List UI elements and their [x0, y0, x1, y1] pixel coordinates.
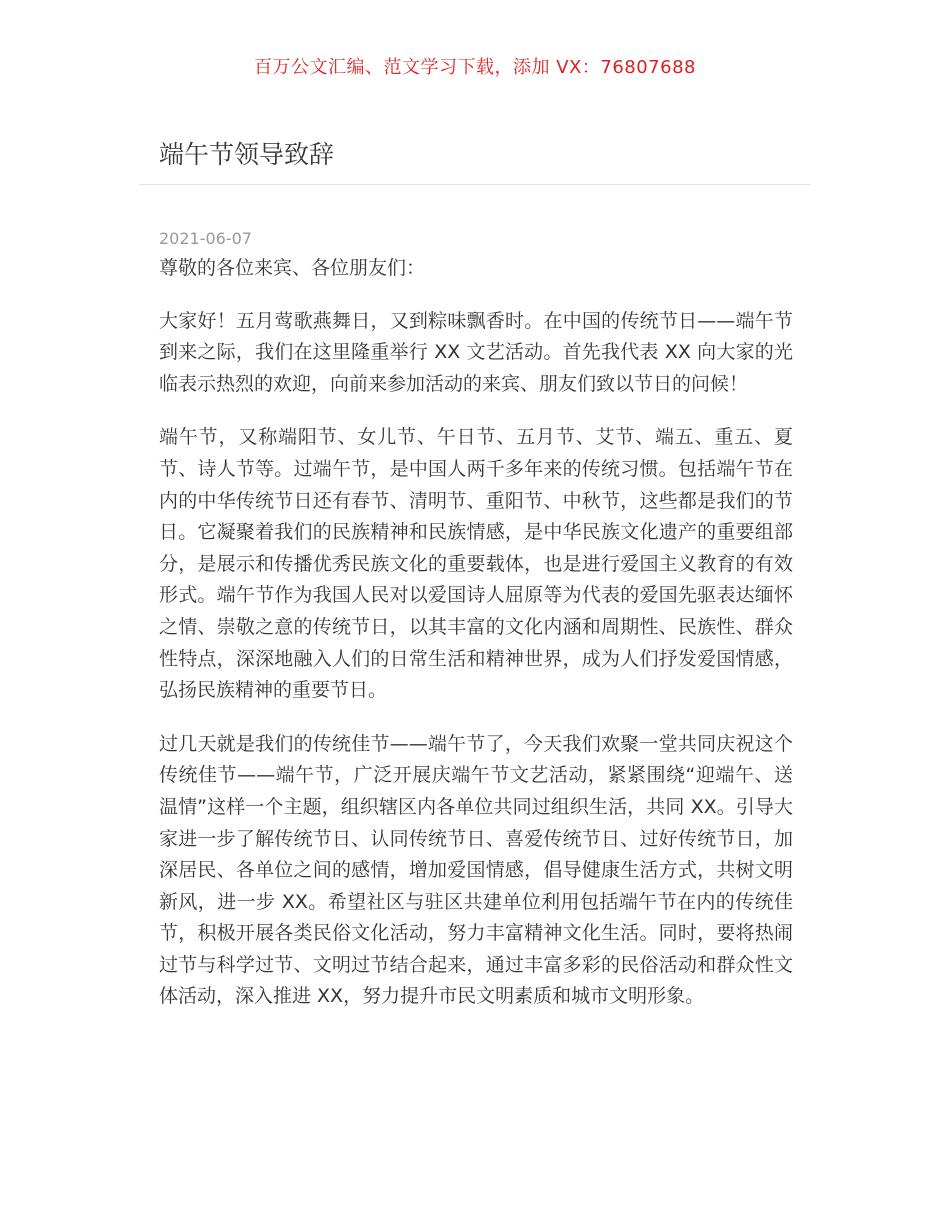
salutation: 尊敬的各位来宾、各位朋友们： — [159, 257, 426, 279]
publish-date: 2021-06-07 — [159, 229, 252, 248]
paragraph-3: 过几天就是我们的传统佳节——端午节了，今天我们欢聚一堂共同庆祝这个传统佳节——端午节，广泛开展庆端午节文艺活动，紧紧围绕“迎端午、送温情”这样一个主题，组织辖区内各单位共同过组织生活，共同 XX。引导大家进一步了解传统节日、认同传统节日、喜爱传统节日、过好传统节日，加深居民、各单位之间的感情，增加爱国情感，倡导健康生活方式，共树文明新风，进一步 XX。希望社区与驻区共建单位利用包括端午节在内的传统佳节，积极开展各类民俗文化活动，努力丰富精神文化生活。同时，要将热闹过节与科学过节、文明过节结合起来，通过丰富多彩的民俗活动和群众性文体活动，深入推进 XX，努力提升市民文明素质和城市文明形象。 — [159, 732, 793, 1008]
title-divider — [139, 184, 811, 185]
promo-banner: 百万公文汇编、范文学习下载，添加 VX：76807688 — [254, 57, 696, 78]
article-body — [159, 253, 793, 1035]
paragraph-2: 端午节，又称端阳节、女儿节、午日节、五月节、艾节、端五、重五、夏节、诗人节等。过端午节，是中国人两千多年来的传统习惯。包括端午节在内的中华传统节日还有春节、清明节、重阳节、中秋节，这些都是我们的节日。它凝聚着我们的民族精神和民族情感，是中华民族文化遗产的重要组部分，是展示和传播优秀民族文化的重要载体，也是进行爱国主义教育的有效形式。端午节作为我国人民对以爱国诗人屈原等为代表的爱国先驱表达缅怀之情、崇敬之意的传统节日，以其丰富的文化内涵和周期性、民族性、群众性特点，深深地融入人们的日常生活和精神世界，成为人们抒发爱国情感，弘扬民族精神的重要节日。 — [159, 426, 793, 702]
page-title: 端午节领导致辞 — [159, 140, 335, 169]
paragraph-1: 大家好！五月莺歌燕舞日，又到粽味飘香时。在中国的传统节日——端午节到来之际，我们在这里隆重举行 XX 文艺活动。首先我代表 XX 向大家的光临表示热烈的欢迎，向前来参加活动的来宾、朋友们致以节日的问候！ — [159, 309, 793, 395]
